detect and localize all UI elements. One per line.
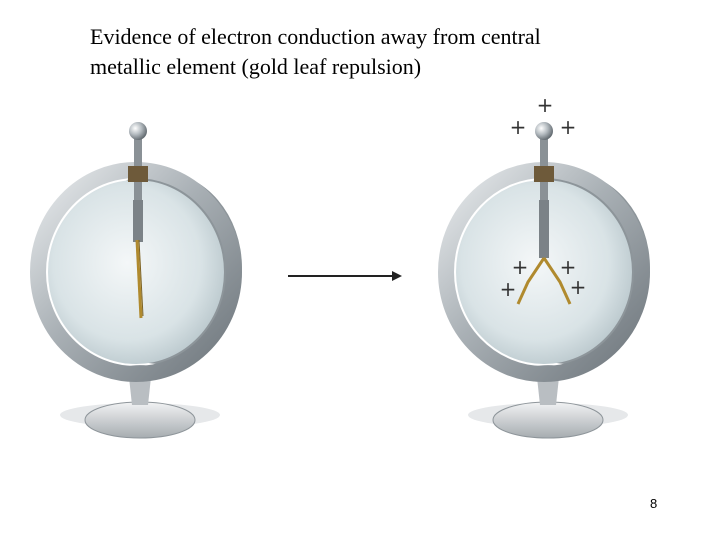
right-electroscope (446, 93, 650, 438)
charge-top-right: + (559, 115, 577, 139)
right-knob (535, 122, 553, 140)
left-rod-lower (133, 200, 143, 242)
charge-leaf-lower-right: + (569, 275, 587, 299)
slide-title (90, 22, 650, 82)
left-knob (129, 122, 147, 140)
charge-top-left: + (509, 115, 527, 139)
title-line-2: metallic element (gold leaf repulsion) (90, 54, 422, 79)
charge-leaf-upper-right: + (559, 255, 577, 279)
right-stand-base (493, 402, 603, 438)
right-rod-collar (534, 166, 554, 182)
charge-top: + (536, 93, 554, 117)
right-rod-lower (539, 200, 549, 258)
left-rod-collar (128, 166, 148, 182)
charge-leaf-upper-left: + (511, 255, 529, 279)
left-electroscope (38, 122, 242, 438)
left-stand-base (85, 402, 195, 438)
arrow-head (392, 271, 402, 281)
page-number: 8 (650, 496, 658, 511)
electroscope-illustration (0, 80, 720, 460)
title-line-1: Evidence of electron conduction away from central (90, 24, 541, 49)
charge-leaf-lower-left: + (499, 277, 517, 301)
transition-arrow (288, 271, 402, 281)
